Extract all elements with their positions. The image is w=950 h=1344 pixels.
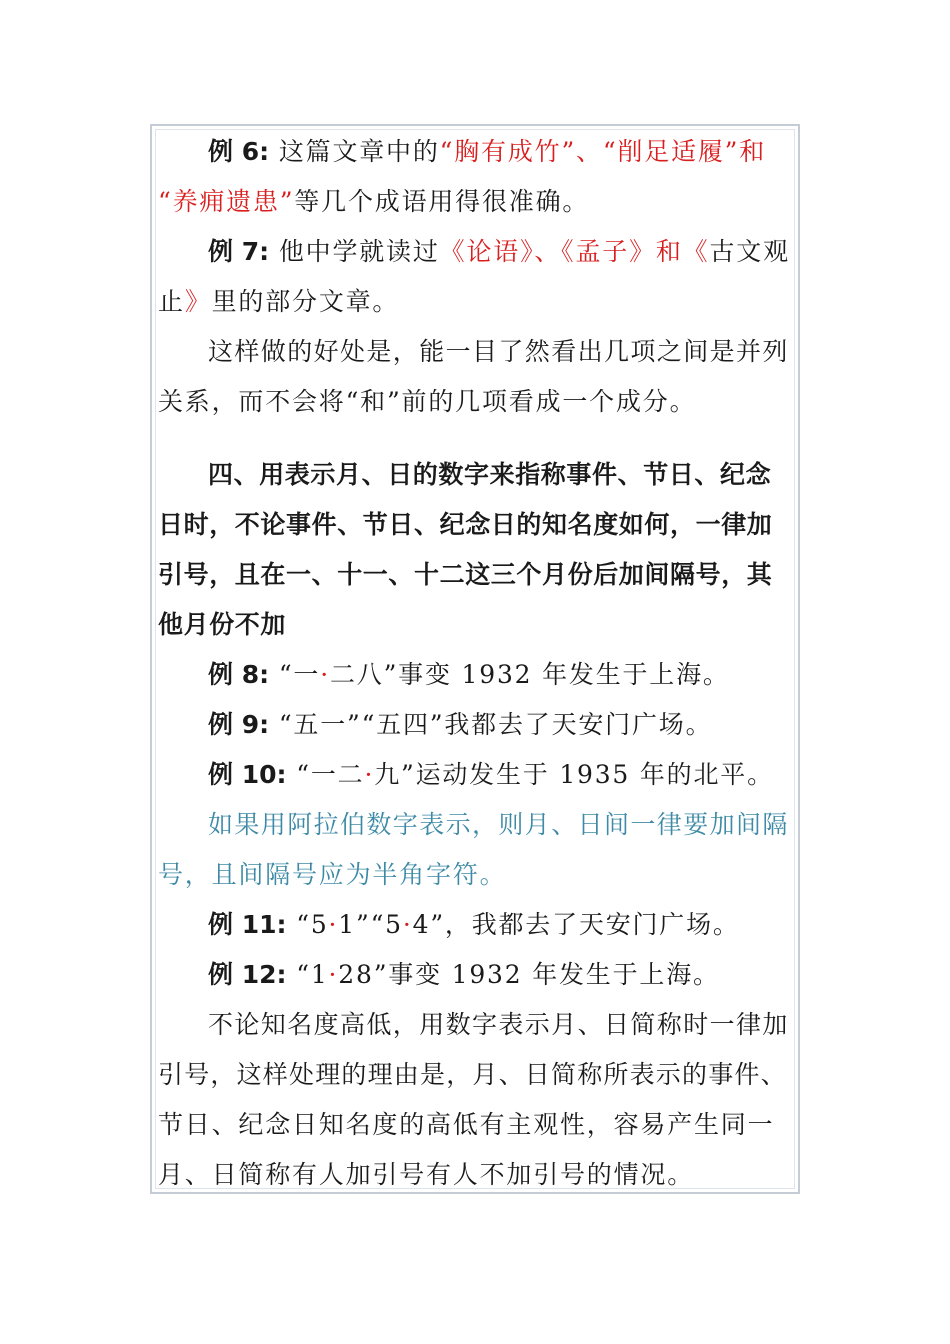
separator-dot: · bbox=[320, 660, 330, 689]
example-label: 例 10: bbox=[208, 760, 287, 789]
section-heading-line-3: 引号，且在一、十一、十二这三个月份后加间隔号，其 bbox=[158, 560, 773, 589]
example-label: 例 7: bbox=[208, 237, 270, 266]
example-9: 例 9: “五一”“五四”我都去了天安门广场。 bbox=[208, 710, 713, 739]
note-3-line-4: 月、日简称有人加引号有人不加引号的情况。 bbox=[158, 1160, 695, 1189]
example-10: 例 10: “一二·九”运动发生于 1935 年的北平。 bbox=[208, 760, 774, 789]
example-6-line-1: 例 6: 这篇文章中的“胸有成竹”、“削足适履”和 bbox=[208, 137, 766, 166]
note-2-line-1: 如果用阿拉伯数字表示，则月、日间一律要加间隔 bbox=[208, 810, 789, 839]
section-heading-line-1: 四、用表示月、日的数字来指称事件、节日、纪念 bbox=[208, 460, 772, 489]
separator-dot: · bbox=[402, 910, 413, 939]
example-label: 例 6: bbox=[208, 137, 270, 166]
example-7-line-1: 例 7: 他中学就读过《论语》、《孟子》和《古文观 bbox=[208, 237, 790, 266]
note-3-line-1: 不论知名度高低，用数字表示月、日简称时一律加 bbox=[208, 1010, 789, 1039]
example-label: 例 12: bbox=[208, 960, 287, 989]
section-heading-line-4: 他月份不加 bbox=[158, 610, 287, 639]
note-2-line-2: 号，且间隔号应为半角字符。 bbox=[158, 860, 507, 889]
separator-dot: · bbox=[328, 910, 339, 939]
example-11: 例 11: “5·1”“5·4”，我都去了天安门广场。 bbox=[208, 910, 740, 939]
example-label: 例 9: bbox=[208, 710, 270, 739]
separator-dot: · bbox=[328, 960, 339, 989]
section-heading-line-2: 日时，不论事件、节日、纪念日的知名度如何，一律加 bbox=[158, 510, 773, 539]
example-8: 例 8: “一·二八”事变 1932 年发生于上海。 bbox=[208, 660, 730, 689]
note-1-line-2: 关系，而不会将“和”前的几项看成一个成分。 bbox=[158, 387, 697, 416]
example-6-line-2: “养痈遗患”等几个成语用得很准确。 bbox=[158, 187, 590, 216]
note-3-line-3: 节日、纪念日知名度的高低有主观性，容易产生同一 bbox=[158, 1110, 775, 1139]
note-1-line-1: 这样做的好处是，能一目了然看出几项之间是并列 bbox=[208, 337, 789, 366]
example-label: 例 8: bbox=[208, 660, 270, 689]
example-7-line-2: 止》里的部分文章。 bbox=[158, 287, 400, 316]
note-3-line-2: 引号，这样处理的理由是，月、日简称所表示的事件、 bbox=[158, 1060, 787, 1089]
example-12: 例 12: “1·28”事变 1932 年发生于上海。 bbox=[208, 960, 720, 989]
separator-dot: · bbox=[364, 760, 375, 789]
example-label: 例 11: bbox=[208, 910, 287, 939]
